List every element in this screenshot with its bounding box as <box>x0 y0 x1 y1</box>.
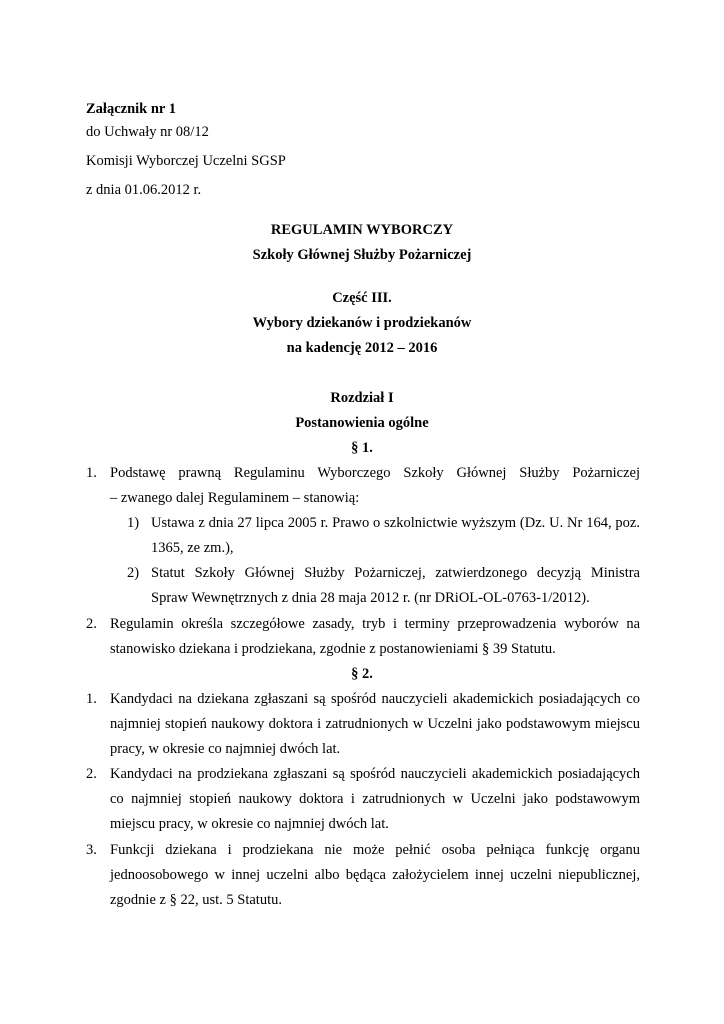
text-line: Spraw Wewnętrznych z dnia 28 maja 2012 r. (nr DRiOL-OL-0763-1/2012). <box>151 590 590 606</box>
text-line: Kandydaci na prodziekana zgłaszani są spośród nauczycieli akademickich posiadających <box>110 766 640 782</box>
par2-item-2 <box>86 762 640 837</box>
attachment-header <box>86 97 286 203</box>
section-1-heading: § 1. <box>351 440 373 456</box>
section-2-heading: § 2. <box>351 666 373 682</box>
text-line: co najmniej stopień naukowy doktora i zatrudnionych w Uczelni jako podstawowym <box>110 791 640 807</box>
text-line: zgodnie z § 22, ust. 5 Statutu. <box>110 892 282 908</box>
document-subtitle: Szkoły Głównej Służby Pożarniczej <box>252 247 472 263</box>
text-line: miejscu pracy, w okresie co najmniej dwóch lat. <box>110 816 389 832</box>
text-line: jednoosobowego w innej uczelni albo będąca założycielem innej uczelni niepublicznej, <box>110 867 640 883</box>
subitem-number: 1) <box>127 515 140 531</box>
chapter-label: Rozdział I <box>330 390 394 406</box>
document-title: REGULAMIN WYBORCZY <box>270 222 454 238</box>
chapter-title: Postanowienia ogólne <box>295 415 429 431</box>
par2-item-1 <box>86 687 640 762</box>
text-line: Statut Szkoły Głównej Służby Pożarniczej, zatwierdzonego decyzją Ministra <box>151 565 640 581</box>
text-line: pracy, w okresie co najmniej dwóch lat. <box>110 741 341 757</box>
commission-name: Komisji Wyborczej Uczelni SGSP <box>86 153 286 169</box>
item-number: 1. <box>86 465 97 481</box>
text-line: Ustawa z dnia 27 lipca 2005 r. Prawo o szkolnictwie wyższym (Dz. U. Nr 164, poz. <box>151 515 640 531</box>
text-line: najmniej stopień naukowy doktora i zatrudnionych w Uczelni jako podstawowym miejscu <box>110 716 640 732</box>
text-line: – zwanego dalej Regulaminem – stanowią: <box>110 490 360 506</box>
text-line: Regulamin określa szczegółowe zasady, tryb i terminy przeprowadzenia wyborów na <box>110 616 640 632</box>
text-line: Kandydaci na dziekana zgłaszani są spośród nauczycieli akademickich posiadających co <box>110 691 640 707</box>
par1-item-2 <box>86 612 640 662</box>
item-number: 3. <box>86 842 97 858</box>
par1-subitem-2 <box>127 561 640 611</box>
attachment-number: Załącznik nr 1 <box>86 101 176 117</box>
text-line: Podstawę prawną Regulaminu Wyborczego Szkoły Głównej Służby Pożarniczej <box>110 465 640 481</box>
term-title: na kadencję 2012 – 2016 <box>286 340 438 356</box>
item-number: 2. <box>86 766 97 782</box>
subitem-number: 2) <box>127 565 140 581</box>
text-line: Funkcji dziekana i prodziekana nie może pełnić osoba pełniąca funkcję organu <box>110 842 640 858</box>
par1-subitem-1 <box>127 511 640 561</box>
par1-item-1 <box>86 461 640 511</box>
item-number: 2. <box>86 616 97 632</box>
text-line: stanowisko dziekana i prodziekana, zgodnie z postanowieniami § 39 Statutu. <box>110 641 556 657</box>
item-number: 1. <box>86 691 97 707</box>
part-title: Wybory dziekanów i prodziekanów <box>252 315 472 331</box>
part-label: Część III. <box>332 290 392 306</box>
resolution-date: z dnia 01.06.2012 r. <box>86 182 202 198</box>
resolution-reference: do Uchwały nr 08/12 <box>86 124 209 140</box>
text-line: 1365, ze zm.), <box>151 540 234 556</box>
par2-item-3 <box>86 838 640 913</box>
